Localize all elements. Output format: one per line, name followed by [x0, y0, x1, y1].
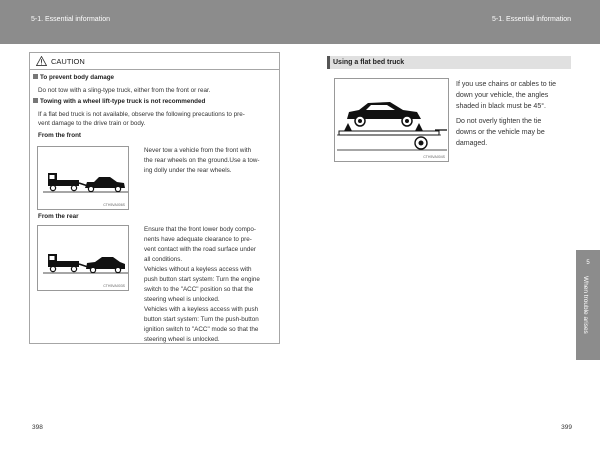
rear-text-3: vent contact with the road surface under	[144, 246, 257, 253]
rear-text-1: Ensure that the front lower body compo-	[144, 226, 257, 233]
caution-subheading-1: To prevent body damage	[33, 74, 114, 81]
from-rear-label: From the rear	[38, 213, 79, 220]
caution-text-1: Do not tow with a sling-type truck, either from the front or rear.	[38, 87, 211, 94]
rear-text-9: Vehicles with a keyless access with push	[144, 306, 259, 313]
caution-subheading-2: Towing with a wheel lift-type truck is not recommended	[33, 98, 205, 105]
bullet-square-icon	[33, 74, 38, 79]
rear-text-8: steering wheel is unlocked.	[144, 296, 220, 303]
flatbed-text-1b: down your vehicle, the angles	[456, 92, 549, 99]
rear-text-2: nents have adequate clearance to pre-	[144, 236, 252, 243]
chapter-label: When trouble arises	[582, 276, 589, 334]
header-left-title: 5-1. Essential information	[31, 16, 110, 23]
flatbed-text-1a: If you use chains or cables to tie	[456, 81, 556, 88]
rear-text-5: Vehicles without a keyless access with	[144, 266, 252, 273]
flatbed-text-2b: downs or the vehicle may be	[456, 129, 545, 136]
rear-text-11: ignition switch to "ACC" mode so that the	[144, 326, 259, 333]
page-header	[0, 0, 600, 44]
front-text-3: ing dolly under the rear wheels.	[144, 167, 232, 174]
front-tow-illustration	[37, 146, 129, 210]
rear-text-6: push button start system: Turn the engine	[144, 276, 260, 283]
chapter-number: 5	[586, 260, 590, 266]
bullet-square-icon	[33, 98, 38, 103]
rear-illustration-code: CTH5VA003S	[103, 284, 125, 288]
front-illustration-code: CTH5VA006S	[103, 203, 125, 207]
chapter-side-tab	[576, 250, 600, 360]
rear-text-12: steering wheel is unlocked.	[144, 336, 220, 343]
caution-title: CAUTION	[51, 56, 85, 66]
page-number-right: 399	[561, 424, 572, 431]
front-text-1: Never tow a vehicle from the front with	[144, 147, 252, 154]
rear-text-10: button start system: Turn the push-button	[144, 316, 259, 323]
front-text-2: the rear wheels on the ground.Use a tow-	[144, 157, 260, 164]
caution-text-2b: vent damage to the drive train or body.	[38, 120, 146, 127]
from-front-label: From the front	[38, 132, 82, 139]
caution-header	[30, 53, 279, 70]
header-right-title: 5-1. Essential information	[492, 16, 571, 23]
flatbed-illustration-code: CTH5VA004S	[423, 155, 445, 159]
flatbed-text-2c: damaged.	[456, 140, 488, 147]
warning-icon	[36, 56, 47, 66]
rear-tow-illustration	[37, 225, 129, 291]
caution-text-2a: If a flat bed truck is not available, observe the following precautions to pre-	[38, 111, 245, 118]
caution-box	[29, 52, 280, 344]
rear-text-4: all conditions.	[144, 256, 183, 263]
flatbed-section-heading: Using a flat bed truck	[327, 56, 571, 69]
flatbed-text-2a: Do not overly tighten the tie	[456, 118, 542, 125]
flatbed-text-1c: shaded in black must be 45°.	[456, 103, 546, 110]
rear-text-7: switch to the "ACC" position so that the	[144, 286, 254, 293]
page-number-left: 398	[32, 424, 43, 431]
flatbed-illustration	[334, 78, 449, 162]
